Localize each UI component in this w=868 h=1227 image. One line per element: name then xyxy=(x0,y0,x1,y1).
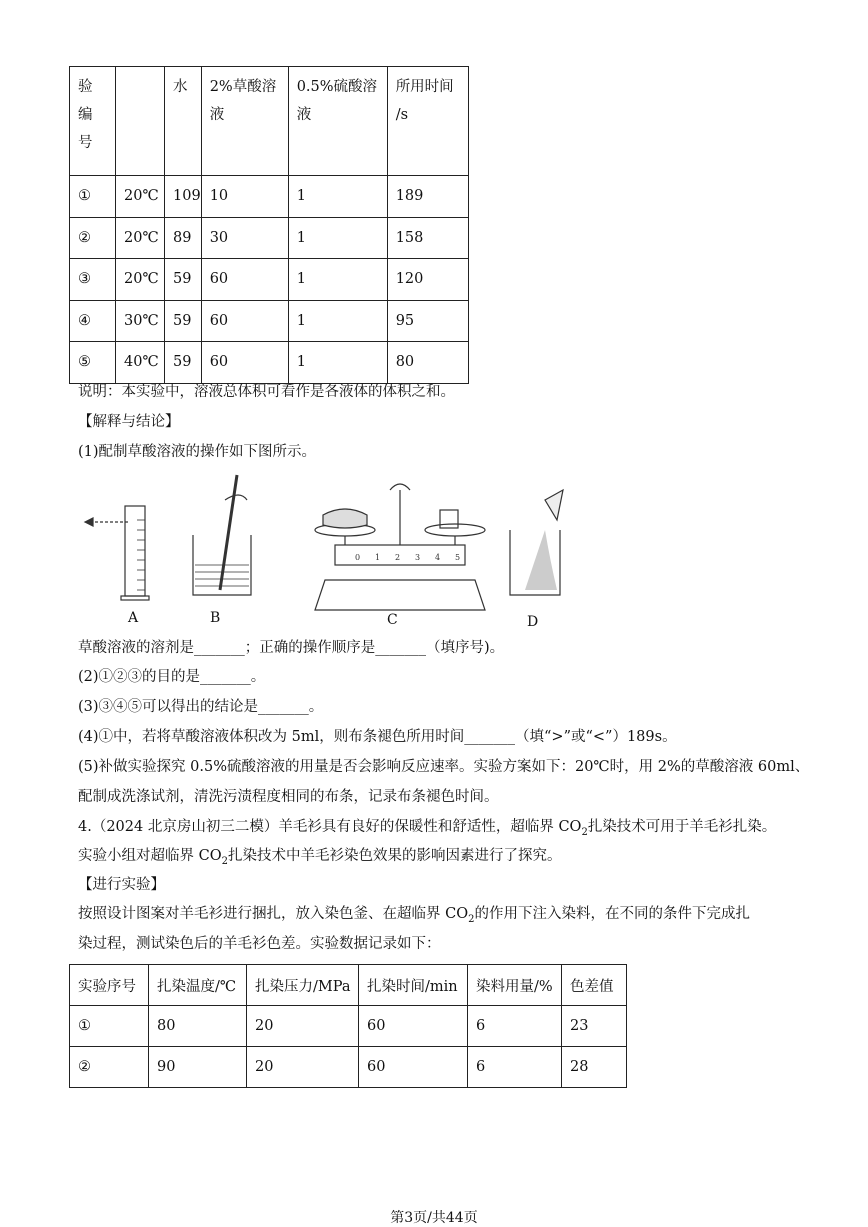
table-cell: 89 xyxy=(165,217,202,259)
table-header-cell: 实验序号 xyxy=(70,965,149,1006)
table-cell: 120 xyxy=(387,259,468,301)
table-cell: ③ xyxy=(70,259,116,301)
graduated-cylinder-icon xyxy=(85,506,149,600)
table-cell: 59 xyxy=(165,300,202,342)
table-cell: 60 xyxy=(359,1006,468,1047)
procedure-line2: 染过程，测试染色后的羊毛衫色差。实验数据记录如下： xyxy=(78,936,441,952)
table-header-cell: 所用时间 /s xyxy=(387,67,468,176)
table-cell: 1 xyxy=(288,259,387,301)
table-cell: 23 xyxy=(562,1006,627,1047)
table-cell: 60 xyxy=(359,1047,468,1088)
table-cell: 1 xyxy=(288,217,387,259)
table-cell: 30 xyxy=(201,217,288,259)
table-header-cell: 色差值 xyxy=(562,965,627,1006)
beaker-powder-icon xyxy=(510,490,563,595)
question-4: (4)①中，若将草酸溶液体积改为 5ml，则布条褪色所用时间_______（填“>”或“<”）189s。 xyxy=(78,729,677,745)
question-5-line2: 配制成洗涤试剂，清洗污渍程度相同的布条，记录布条褪色时间。 xyxy=(78,789,499,805)
table-cell: 59 xyxy=(165,342,202,384)
table-header-cell: 0.5%硫酸溶 液 xyxy=(288,67,387,176)
section-heading: 【解释与结论】 xyxy=(78,414,180,430)
note-text: 说明：本实验中，溶液总体积可看作是各液体的体积之和。 xyxy=(78,384,455,400)
table-cell: 95 xyxy=(387,300,468,342)
figure-label-a: A xyxy=(128,610,139,626)
table-cell: 28 xyxy=(562,1047,627,1088)
procedure-line1: 按照设计图案对羊毛衫进行捆扎，放入染色釜、在超临界 $CO_2$的作用下注入染料，在不同的条件下完成扎 xyxy=(78,906,750,925)
table-cell: 60 xyxy=(201,300,288,342)
table-header-cell: 扎染时间/min xyxy=(359,965,468,1006)
table-row xyxy=(70,176,469,218)
scale-tick-label: 1 xyxy=(375,553,381,562)
experiment-table-1 xyxy=(69,66,469,384)
table-row xyxy=(70,217,469,259)
scale-tick-label: 5 xyxy=(455,553,461,562)
table-header-row xyxy=(70,965,627,1006)
lab-operations-figure xyxy=(75,470,595,630)
problem-4-line1: 4.（2024 北京房山初三二模）羊毛衫具有良好的保暖性和舒适性，超临界 $CO_2$扎染技术可用于羊毛衫扎染。 xyxy=(78,819,777,838)
balance-scale-icon xyxy=(315,484,485,610)
table-cell: 80 xyxy=(149,1006,247,1047)
table-cell: 158 xyxy=(387,217,468,259)
figure-label-d: D xyxy=(527,614,539,630)
table-cell: 59 xyxy=(165,259,202,301)
table-header-cell: 2%草酸溶 液 xyxy=(201,67,288,176)
question-1: (1)配制草酸溶液的操作如下图所示。 xyxy=(78,444,317,460)
table-cell: 20 xyxy=(247,1006,359,1047)
figure-label-b: B xyxy=(210,610,221,626)
question-1-blank: 草酸溶液的溶剂是_______；正确的操作顺序是_______（填序号)。 xyxy=(78,640,505,656)
section-heading: 【进行实验】 xyxy=(78,877,165,893)
table-cell: ② xyxy=(70,1047,149,1088)
table-header-cell: 染料用量/% xyxy=(468,965,562,1006)
table-header-cell: 扎染压力/MPa xyxy=(247,965,359,1006)
table-cell: ① xyxy=(70,1006,149,1047)
question-2: (2)①②③的目的是_______。 xyxy=(78,669,266,685)
table-row xyxy=(70,259,469,301)
table-cell: 20℃ xyxy=(116,176,165,218)
table-cell: ⑤ xyxy=(70,342,116,384)
table-header-row xyxy=(70,67,469,176)
table-cell: 1 xyxy=(288,300,387,342)
table-cell: 1 xyxy=(288,176,387,218)
table-cell: ① xyxy=(70,176,116,218)
table-header-cell xyxy=(116,67,165,176)
table-cell: 6 xyxy=(468,1047,562,1088)
table-row xyxy=(70,1006,627,1047)
table-cell: 40℃ xyxy=(116,342,165,384)
table-cell: 30℃ xyxy=(116,300,165,342)
table-cell: 60 xyxy=(201,259,288,301)
table-cell: 10 xyxy=(201,176,288,218)
table-header-cell: 水 xyxy=(165,67,202,176)
table-cell: 109 xyxy=(165,176,202,218)
scale-tick-label: 2 xyxy=(395,553,401,562)
table-cell: 80 xyxy=(387,342,468,384)
experiment-table-2 xyxy=(69,964,627,1088)
beaker-stirring-icon xyxy=(193,475,251,595)
table-header-cell: 扎染温度/℃ xyxy=(149,965,247,1006)
figure-label-c: C xyxy=(387,612,398,628)
table-row xyxy=(70,300,469,342)
table-cell: 20℃ xyxy=(116,217,165,259)
table-cell: 90 xyxy=(149,1047,247,1088)
scale-tick-label: 3 xyxy=(415,553,421,562)
table-cell: 6 xyxy=(468,1006,562,1047)
table-cell: 20℃ xyxy=(116,259,165,301)
page-footer: 第3页/共44页 xyxy=(390,1210,478,1226)
question-5-line1: (5)补做实验探究 0.5%硫酸溶液的用量是否会影响反应速率。实验方案如下：20℃时，用 2%的草酸溶液 60ml、 xyxy=(78,759,810,775)
scale-tick-label: 4 xyxy=(435,553,441,562)
table-header-cell: 验 编 号 xyxy=(70,67,116,176)
table-row xyxy=(70,342,469,384)
scale-tick-label: 0 xyxy=(355,553,361,562)
table-cell: 1 xyxy=(288,342,387,384)
table-cell: 20 xyxy=(247,1047,359,1088)
table-cell: 60 xyxy=(201,342,288,384)
question-3: (3)③④⑤可以得出的结论是_______。 xyxy=(78,699,324,715)
table-cell: ② xyxy=(70,217,116,259)
table-cell: ④ xyxy=(70,300,116,342)
problem-4-line2: 实验小组对超临界 $CO_2$扎染技术中羊毛衫染色效果的影响因素进行了探究。 xyxy=(78,848,562,867)
table-row xyxy=(70,1047,627,1088)
table-cell: 189 xyxy=(387,176,468,218)
